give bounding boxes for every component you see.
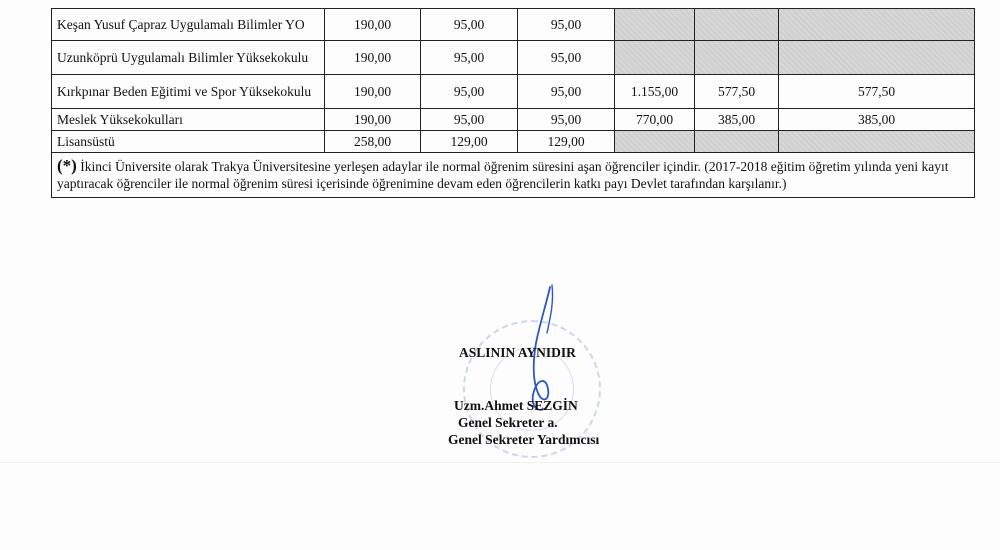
table-row <box>52 109 975 131</box>
fee-cell: 95,00 <box>518 41 615 75</box>
fee-cell: 95,00 <box>518 109 615 131</box>
fee-cell: 95,00 <box>421 109 518 131</box>
table-row <box>52 9 975 41</box>
fee-cell: 190,00 <box>325 75 421 109</box>
fee-cell: 129,00 <box>518 131 615 153</box>
fee-cell: 258,00 <box>325 131 421 153</box>
fee-cell: 95,00 <box>421 41 518 75</box>
fee-cell: 385,00 <box>695 109 779 131</box>
fee-cell: 385,00 <box>779 109 975 131</box>
unit-name: Lisansüstü <box>52 131 325 153</box>
fee-cell: 95,00 <box>518 9 615 41</box>
shaded-cell <box>779 41 975 75</box>
shaded-cell <box>695 41 779 75</box>
fee-table <box>51 8 975 198</box>
signatory-title: Genel Sekreter a. <box>458 415 558 430</box>
fee-cell: 95,00 <box>518 75 615 109</box>
fee-cell: 129,00 <box>421 131 518 153</box>
shaded-cell <box>779 131 975 153</box>
fee-cell: 190,00 <box>325 109 421 131</box>
shaded-cell <box>695 9 779 41</box>
footnote-text: İkinci Üniversite olarak Trakya Üniversitesine yerleşen adaylar ile normal öğrenim süresini aşan öğrenciler içindir. (2017-2018 eğitim öğretim yılında yeni kayıt yaptıracak öğrenciler ile normal öğrenim süresi içerisinde öğrenimine devam eden öğrencilerin katkı payı Devlet tarafından karşılanır.) <box>57 159 949 191</box>
note-row <box>52 153 975 198</box>
shaded-cell <box>779 9 975 41</box>
fee-cell: 1.155,00 <box>615 75 695 109</box>
fee-cell: 770,00 <box>615 109 695 131</box>
fee-cell: 190,00 <box>325 9 421 41</box>
fee-cell: 577,50 <box>695 75 779 109</box>
signatory-subtitle: Genel Sekreter Yardımcısı <box>448 432 600 447</box>
unit-name: Keşan Yusuf Çapraz Uygulamalı Bilimler YO <box>52 9 325 41</box>
signatory-name: Uzm.Ahmet SEZGİN <box>454 398 578 413</box>
unit-name: Meslek Yüksekokulları <box>52 109 325 131</box>
fee-cell: 577,50 <box>779 75 975 109</box>
certification-label: ASLININ AYNIDIR <box>459 345 576 360</box>
shaded-cell <box>615 131 695 153</box>
fee-cell: 190,00 <box>325 41 421 75</box>
footnote <box>52 153 975 198</box>
scan-artifact-line <box>0 462 1000 463</box>
table-row <box>52 41 975 75</box>
shaded-cell <box>695 131 779 153</box>
footnote-marker: (*) <box>57 156 77 175</box>
unit-name: Kırkpınar Beden Eğitimi ve Spor Yüksekokulu <box>52 75 325 109</box>
unit-name: Uzunköprü Uygulamalı Bilimler Yüksekokulu <box>52 41 325 75</box>
table-row <box>52 75 975 109</box>
shaded-cell <box>615 9 695 41</box>
fee-cell: 95,00 <box>421 9 518 41</box>
fee-cell: 95,00 <box>421 75 518 109</box>
shaded-cell <box>615 41 695 75</box>
table-row <box>52 131 975 153</box>
